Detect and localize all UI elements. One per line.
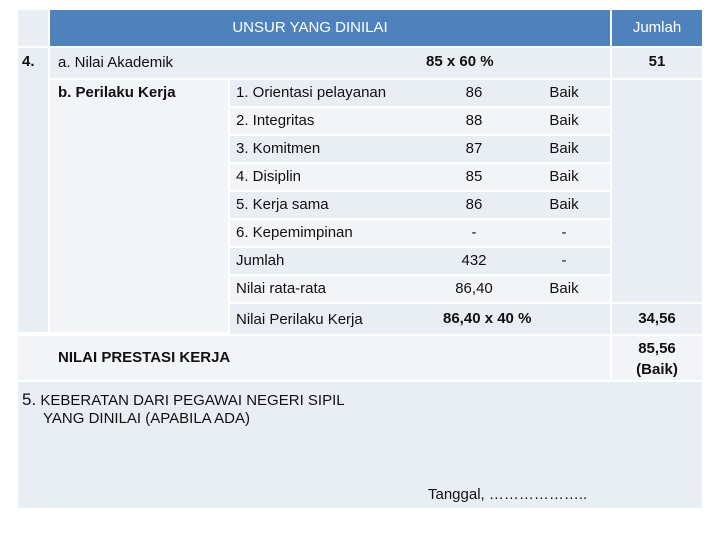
jumlah-col-cell <box>612 80 702 302</box>
item-grade: Baik <box>549 84 579 101</box>
prestasi-result-grade: (Baik) <box>636 361 678 378</box>
nilai-perilaku-formula: 86,40 x 40 % <box>443 310 532 327</box>
row4-number: 4. <box>22 53 35 70</box>
item-grade: - <box>561 224 567 241</box>
item-name: 2. Integritas <box>236 112 315 129</box>
item-grade: Baik <box>549 168 579 185</box>
item-score: 85 <box>465 168 483 185</box>
jumlah-grade: - <box>561 252 567 269</box>
item-grade: Baik <box>549 140 579 157</box>
item-score: - <box>471 224 477 241</box>
rata-rata-label: Nilai rata-rata <box>236 280 327 297</box>
jumlah-score: 432 <box>461 252 487 269</box>
nilai-perilaku-result: 34,56 <box>638 310 676 327</box>
item-score: 87 <box>465 140 483 157</box>
keberatan-line2: YANG DINILAI (APABILA ADA) <box>43 410 251 427</box>
rata-rata-score: 86,40 <box>455 280 493 297</box>
item-score: 88 <box>465 112 483 129</box>
item-name: 1. Orientasi pelayanan <box>236 84 387 101</box>
item-grade: Baik <box>549 112 579 129</box>
row5-number: 5. <box>22 390 37 409</box>
tanggal-field: Tanggal, ……………….. <box>428 486 588 503</box>
perilaku-label-cell <box>50 80 228 332</box>
akademik-label: a. Nilai Akademik <box>58 54 174 71</box>
akademik-formula: 85 x 60 % <box>426 53 494 70</box>
keberatan-line1 <box>22 390 345 410</box>
item-name: 6. Kepemimpinan <box>236 224 353 241</box>
item-name: 5. Kerja sama <box>236 196 329 213</box>
perilaku-label: b. Perilaku Kerja <box>58 84 176 101</box>
header-unsur-label: UNSUR YANG DINILAI <box>232 19 388 36</box>
jumlah-label: Jumlah <box>236 252 285 269</box>
keberatan-text: KEBERATAN DARI PEGAWAI NEGERI SIPIL <box>36 392 345 409</box>
header-number-cell <box>18 10 48 46</box>
prestasi-result-value: 85,56 <box>638 340 676 357</box>
akademik-result: 51 <box>648 53 666 70</box>
rata-rata-grade: Baik <box>549 280 579 297</box>
row4-number-cell <box>18 48 48 332</box>
item-score: 86 <box>465 196 483 213</box>
header-jumlah-label: Jumlah <box>632 19 682 36</box>
nilai-perilaku-label: Nilai Perilaku Kerja <box>236 311 363 328</box>
item-name: 3. Komitmen <box>236 140 321 157</box>
item-score: 86 <box>465 84 483 101</box>
prestasi-label: NILAI PRESTASI KERJA <box>58 349 231 366</box>
item-name: 4. Disiplin <box>236 168 302 185</box>
item-grade: Baik <box>549 196 579 213</box>
